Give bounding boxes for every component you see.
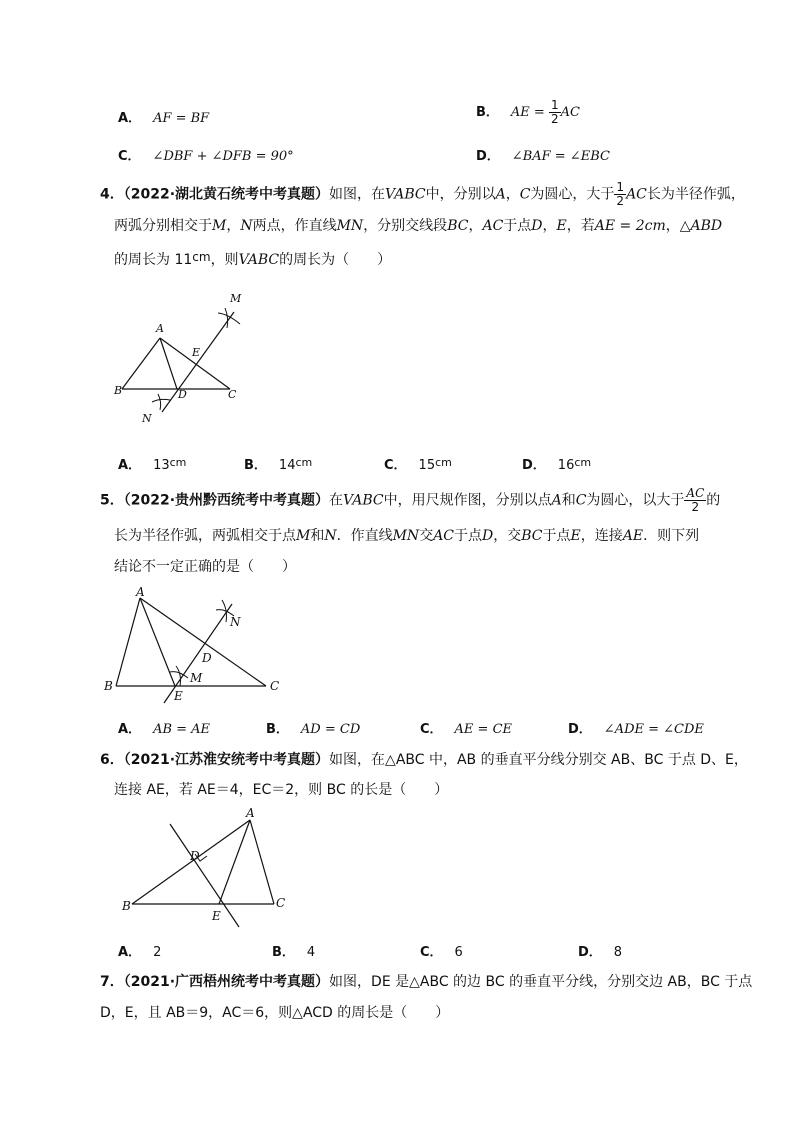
math: A (495, 186, 506, 203)
text: ，交 (493, 528, 522, 544)
text: 的 (706, 492, 721, 509)
math: MN (336, 218, 364, 234)
math: E (570, 528, 581, 544)
question-number: 7． (100, 974, 124, 990)
q4-line-1 (100, 181, 745, 208)
option-unit: cm (435, 456, 452, 469)
text: ，分别交线段 (363, 218, 448, 234)
option-value: 6 (454, 945, 463, 960)
label-a: A (156, 322, 164, 335)
q3-option-c[interactable] (118, 145, 294, 164)
text: 和 (561, 492, 576, 509)
text: 如图，DE 是△ABC 的边 BC 的垂直平分线，分别交边 AB，BC 于点 (329, 974, 753, 990)
option-text: AE = CE (454, 722, 513, 737)
question-source: （2022·湖北黄石统考中考真题） (123, 186, 330, 203)
math: AC (433, 528, 455, 544)
math: VABC (385, 186, 426, 203)
option-label: C． (420, 945, 443, 960)
label-e: E (212, 909, 221, 923)
text: ，连接 (580, 528, 623, 544)
option-label: B． (272, 945, 295, 960)
text: 的周长为 11 (114, 252, 193, 268)
q4-option-d[interactable] (522, 454, 591, 473)
text: 为圆心，以大于 (586, 492, 685, 509)
q4-figure (110, 290, 260, 430)
text: 在 (329, 492, 344, 509)
math: N (324, 528, 337, 544)
label-d: D (190, 849, 200, 863)
text: 交 (419, 528, 434, 544)
math: A (551, 492, 562, 509)
fraction-denominator: 2 (550, 112, 559, 126)
q4-line-2 (114, 216, 722, 236)
text: 于点 (503, 218, 532, 234)
option-label: A． (118, 111, 142, 126)
q5-option-a[interactable] (118, 718, 210, 737)
text: 中，分别以 (425, 186, 496, 203)
question-source: （2021·江苏淮安统考中考真题） (123, 752, 330, 768)
question-source: （2021·广西梧州统考中考真题） (123, 974, 330, 990)
text: 长为半径作弧，两弧相交于点 (114, 528, 296, 544)
math: BC (447, 218, 469, 234)
option-label: A． (118, 458, 142, 473)
fraction (614, 181, 626, 208)
option-text: ∠BAF = ∠EBC (511, 149, 610, 164)
option-label: A． (118, 722, 142, 737)
math: VABC (343, 492, 384, 509)
fraction-denominator: 2 (616, 194, 625, 208)
option-label: C． (118, 149, 141, 164)
text: 于点 (454, 528, 483, 544)
option-value: 2 (153, 945, 162, 960)
q5-option-b[interactable] (266, 718, 360, 737)
text: 连接 AE，若 AE＝4，EC＝2，则 BC 的长是（ ） (114, 782, 449, 798)
option-label: A． (118, 945, 142, 960)
text: 如图，在△ABC 中，AB 的垂直平分线分别交 AB、BC 于点 D、E， (329, 752, 748, 768)
option-label: D． (568, 722, 592, 737)
fraction-denominator: 2 (691, 500, 700, 514)
math: ABD (690, 218, 723, 234)
q3-option-a[interactable] (118, 107, 209, 126)
label-b: B (114, 384, 123, 397)
q4-line-3 (114, 250, 391, 270)
option-unit: cm (169, 456, 187, 469)
math: D (531, 218, 543, 234)
q5-line-2 (114, 526, 699, 546)
text: 于点 (542, 528, 571, 544)
q7-line-1 (100, 972, 752, 992)
math: E (556, 218, 567, 234)
text: ， (542, 218, 557, 234)
fraction-numerator: AC (686, 486, 705, 500)
label-e: E (192, 346, 201, 359)
q6-figure (118, 804, 298, 932)
math: M (212, 218, 227, 234)
question-number: 4． (100, 186, 124, 203)
math: C (575, 492, 587, 509)
option-label: D． (476, 149, 500, 164)
option-label: D． (578, 945, 602, 960)
option-text-left: AE = (510, 105, 545, 120)
q6-line-2 (114, 780, 448, 800)
label-c: C (276, 896, 286, 910)
label-a: A (246, 806, 255, 820)
fraction (549, 99, 561, 126)
option-label: B． (266, 722, 289, 737)
label-n: N (230, 615, 241, 629)
math: AC (626, 186, 647, 203)
option-text: ∠ADE = ∠CDE (603, 722, 704, 737)
fraction-numerator: 1 (616, 180, 625, 194)
option-value: 16 (557, 458, 575, 473)
label-b: B (104, 679, 113, 693)
math: N (240, 218, 253, 234)
text: 和 (310, 528, 325, 544)
text: ， (226, 218, 241, 234)
option-label: B． (476, 105, 499, 120)
q7-line-2 (100, 1003, 449, 1023)
unit: cm (192, 250, 211, 264)
q5-line-1 (100, 487, 720, 514)
text: ．则下列 (643, 528, 700, 544)
text: 两弧分别相交于 (114, 218, 212, 234)
option-text-right: AC (560, 105, 580, 120)
option-label: C． (384, 458, 407, 473)
q6-option-d[interactable] (578, 941, 622, 960)
option-text: AD = CD (300, 722, 361, 737)
text: 如图，在 (329, 186, 386, 203)
option-text: ∠DBF + ∠DFB = 90° (152, 149, 294, 164)
label-b: B (122, 899, 131, 913)
math: VABC (238, 252, 280, 268)
math: D (482, 528, 494, 544)
math: C (519, 186, 531, 203)
math: MN (392, 528, 420, 544)
q4-option-c[interactable] (384, 454, 452, 473)
math: M (296, 528, 311, 544)
label-c: C (228, 388, 237, 401)
option-value: 13 (153, 458, 170, 473)
label-a: A (136, 585, 145, 599)
text: ，△ (665, 218, 691, 234)
text: ， (505, 186, 520, 203)
label-d: D (202, 651, 212, 665)
q5-option-c[interactable] (420, 718, 512, 737)
label-c: C (270, 679, 280, 693)
text: 的周长为（ ） (279, 252, 392, 268)
text: D，E，且 AB＝9，AC＝6，则△ACD 的周长是（ ） (100, 1005, 450, 1021)
option-value: 14 (278, 458, 296, 473)
option-value: 4 (306, 945, 316, 960)
question-number: 6． (100, 752, 124, 768)
option-unit: cm (574, 456, 592, 469)
q5-figure (98, 582, 298, 706)
option-unit: cm (295, 456, 313, 469)
label-m: M (190, 671, 203, 685)
q5-option-d[interactable] (568, 718, 704, 737)
text: ，则 (210, 252, 239, 268)
option-label: B． (244, 458, 267, 473)
text: ．作直线 (336, 528, 393, 544)
q4-option-a[interactable] (118, 454, 186, 473)
fraction (684, 487, 706, 514)
option-label: D． (522, 458, 546, 473)
text: 长为半径作弧， (646, 186, 745, 203)
math: AE = 2cm (594, 218, 666, 234)
text: 两点，作直线 (252, 218, 337, 234)
q6-option-b[interactable] (272, 941, 315, 960)
option-label: C． (420, 722, 443, 737)
math: AC (482, 218, 504, 234)
option-value: 8 (613, 945, 623, 960)
q6-line-1 (100, 750, 748, 770)
q3-option-d[interactable] (476, 145, 610, 164)
q3-option-b[interactable] (476, 99, 580, 126)
text: 为圆心，大于 (530, 186, 615, 203)
label-d: D (178, 388, 187, 401)
question-source: （2022·贵州黔西统考中考真题） (123, 492, 330, 509)
text: 中，用尺规作图，分别以点 (383, 492, 552, 509)
math: BC (521, 528, 543, 544)
q5-line-3 (114, 557, 296, 577)
q6-option-a[interactable] (118, 941, 161, 960)
label-e: E (174, 689, 183, 703)
question-number: 5． (100, 492, 124, 509)
q6-option-c[interactable] (420, 941, 463, 960)
text: 结论不一定正确的是（ ） (114, 559, 296, 575)
fraction-numerator: 1 (550, 98, 559, 112)
text: ，若 (566, 218, 595, 234)
option-value: 15 (418, 458, 436, 473)
label-n: N (142, 412, 152, 425)
math: AE (622, 528, 644, 544)
option-text: AB = AE (153, 722, 211, 737)
label-m: M (230, 292, 242, 305)
q4-option-b[interactable] (244, 454, 312, 473)
text: ， (468, 218, 483, 234)
option-text: AF = BF (153, 111, 210, 126)
